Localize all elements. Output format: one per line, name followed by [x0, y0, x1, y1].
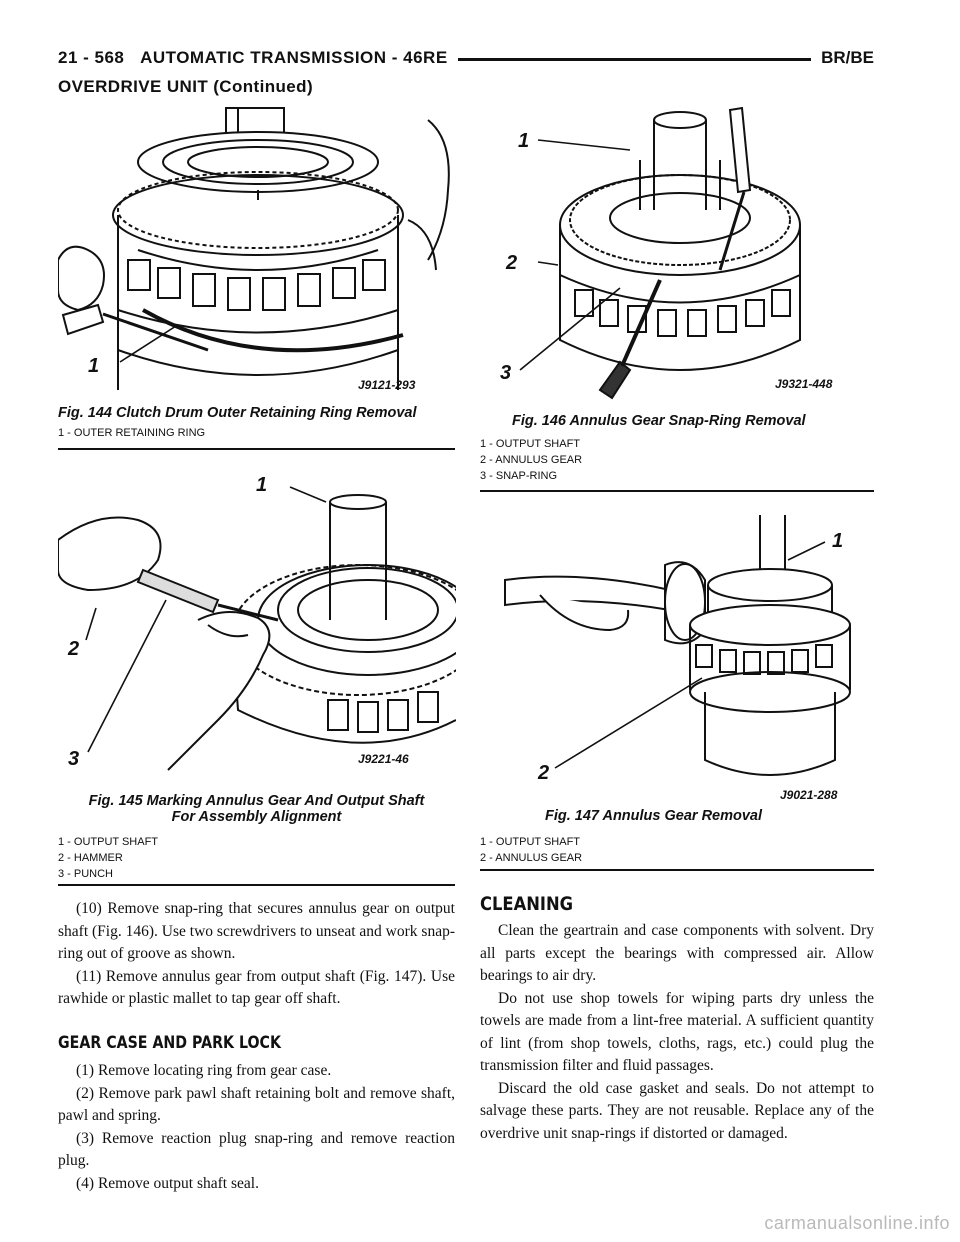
- figure-145-callout-2: 2: [68, 638, 80, 660]
- figure-147: [480, 510, 874, 802]
- figure-147-legend-item: 1 - OUTPUT SHAFT: [480, 836, 581, 848]
- figure-147-rule: [480, 869, 874, 871]
- figure-144: [58, 100, 456, 400]
- figure-146-caption: Fig. 146 Annulus Gear Snap-Ring Removal: [512, 413, 806, 429]
- figure-144-illustration: [58, 100, 456, 400]
- figure-147-callout-2: 2: [538, 762, 550, 784]
- cleaning-heading: CLEANING: [480, 893, 574, 915]
- figure-144-legend: [58, 425, 205, 441]
- figure-144-callout-1: 1: [88, 355, 100, 377]
- gear-case-heading: GEAR CASE AND PARK LOCK: [58, 1033, 281, 1052]
- figure-147-legend-item: 2 - ANNULUS GEAR: [480, 852, 583, 864]
- gear-case-step: (3) Remove reaction plug snap-ring and remove reaction plug.: [58, 1129, 455, 1169]
- page-header: [58, 44, 874, 74]
- figure-146-callout-1: 1: [518, 130, 530, 152]
- cleaning-paragraph: Do not use shop towels for wiping parts dry unless the towels are made from a lint-free material. A sufficient quantity of lint (from shop towels, cloths, rags, etc.) could plug the transmission filter and fluid passages.: [480, 989, 874, 1074]
- figure-145: [58, 470, 456, 780]
- figure-146-legend: [480, 436, 582, 484]
- page-header-title: 21 - 568 AUTOMATIC TRANSMISSION - 46RE: [58, 48, 458, 68]
- figure-146-callout-3: 3: [500, 362, 512, 384]
- figure-145-id: J9221-46: [358, 752, 409, 766]
- cleaning-paragraph: Clean the geartrain and case components with solvent. Dry all parts except the bearings with compressed air. Allow bearings to air dry.: [480, 922, 874, 984]
- page-header-model: BR/BE: [811, 48, 874, 68]
- figure-144-rule: [58, 448, 455, 450]
- figure-145-legend-item: 1 - OUTPUT SHAFT: [58, 836, 159, 848]
- figure-146-illustration: [480, 100, 874, 405]
- gear-case-step: (4) Remove output shaft seal.: [76, 1174, 259, 1192]
- figure-145-callout-3: 3: [68, 748, 80, 770]
- figure-145-caption-line2: For Assembly Alignment: [171, 809, 342, 825]
- step-10: (10) Remove snap-ring that secures annulus gear on output shaft (Fig. 146). Use two screwdrivers to unseat and work snap-ring out of groove as shown.: [58, 900, 455, 962]
- left-column-steps: [58, 898, 455, 1011]
- cleaning-paragraph: Discard the old case gasket and seals. Do not attempt to salvage these parts. They are not reusable. Replace any of the overdrive unit snap-rings if distorted or damaged.: [480, 1079, 874, 1142]
- figure-146: [480, 100, 874, 405]
- figure-145-legend: [58, 834, 158, 882]
- cleaning-paragraphs: [480, 920, 874, 1145]
- figure-145-legend-item: 3 - PUNCH: [58, 868, 114, 880]
- figure-146-legend-item: 3 - SNAP-RING: [480, 470, 558, 482]
- figure-146-legend-item: 1 - OUTPUT SHAFT: [480, 438, 581, 450]
- gear-case-step: (2) Remove park pawl shaft retaining bolt and remove shaft, pawl and spring.: [58, 1084, 455, 1124]
- figure-145-rule: [58, 884, 455, 886]
- figure-145-illustration: [58, 470, 456, 780]
- figure-144-id: J9121-293: [358, 378, 416, 392]
- figure-146-rule: [480, 490, 874, 492]
- figure-146-callout-2: 2: [506, 252, 518, 274]
- figure-147-caption: Fig. 147 Annulus Gear Removal: [545, 808, 763, 824]
- figure-147-callout-1: 1: [832, 530, 844, 552]
- continued-heading: OVERDRIVE UNIT (Continued): [58, 77, 313, 96]
- figure-147-illustration: [480, 510, 874, 802]
- gear-case-steps: [58, 1060, 455, 1195]
- figure-147-id: J9021-288: [780, 788, 838, 802]
- figure-146-legend-item: 2 - ANNULUS GEAR: [480, 454, 583, 466]
- figure-147-legend: [480, 834, 582, 866]
- watermark: carmanualsonline.info: [764, 1213, 950, 1233]
- figure-144-legend-item: 1 - OUTER RETAINING RING: [58, 427, 206, 439]
- figure-145-caption-line1: Fig. 145 Marking Annulus Gear And Output Shaft: [88, 793, 425, 809]
- figure-145-callout-1: 1: [256, 474, 268, 496]
- figure-144-caption: Fig. 144 Clutch Drum Outer Retaining Ring Removal: [58, 405, 417, 421]
- figure-145-legend-item: 2 - HAMMER: [58, 852, 123, 864]
- step-11: (11) Remove annulus gear from output shaft (Fig. 147). Use rawhide or plastic mallet to tap gear off shaft.: [58, 967, 455, 1007]
- figure-146-id: J9321-448: [775, 377, 833, 391]
- figure-145-caption: [58, 793, 455, 825]
- gear-case-step: (1) Remove locating ring from gear case.: [76, 1062, 332, 1079]
